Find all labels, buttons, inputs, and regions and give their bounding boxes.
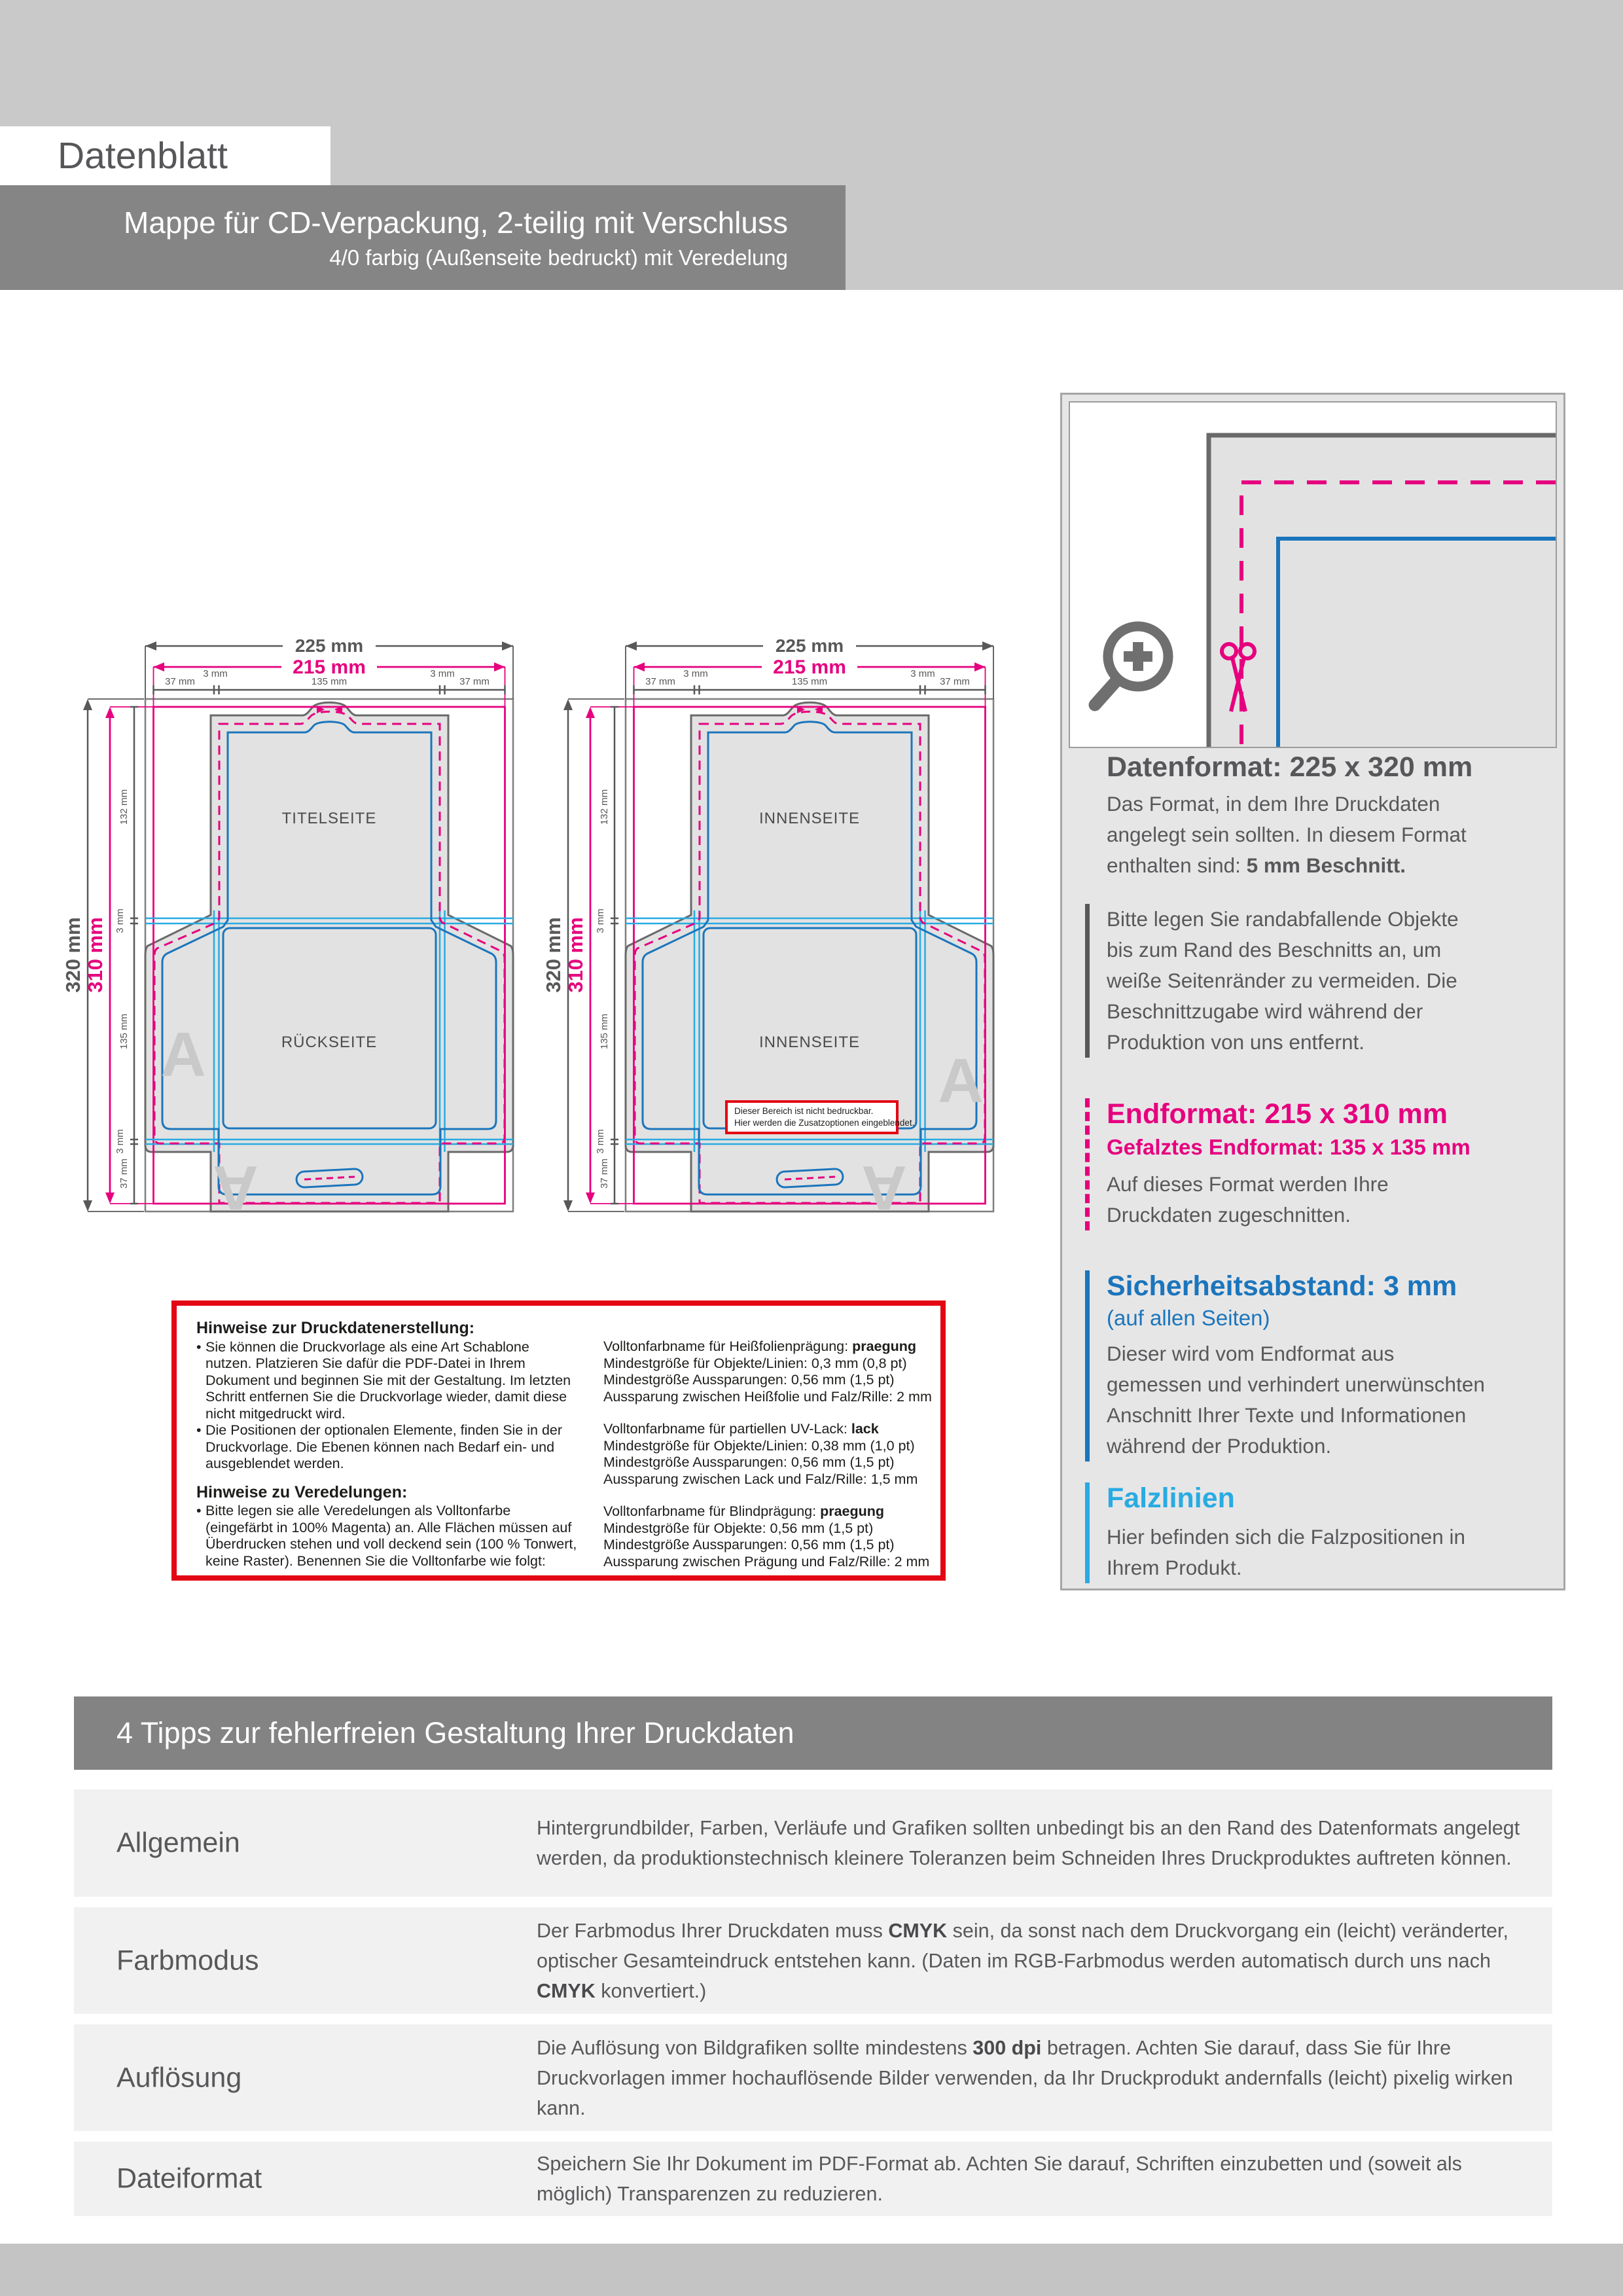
dim-310: 310 mm [84,917,107,993]
dim-225: 225 mm [294,636,364,656]
svg-text:3 mm: 3 mm [203,668,228,679]
svg-text:37 mm: 37 mm [118,1158,130,1189]
svg-text:3 mm: 3 mm [115,908,126,933]
rueckseite-label: RÜCKSEITE [281,1033,378,1051]
hint-bullet: • Sie können die Druckvorlage als eine Art Schablone nutzen. Platzieren Sie dafür die PDF-Datei in Ihrem Dokument und beginnen Sie mit der Gestaltung. Im letzten Schritt entfernen Sie die Druckvorlage wieder, damit diese nicht mitgedruckt wird. [196,1338,571,1422]
endformat-heading: Endformat: 215 x 310 mm [1107,1098,1448,1130]
tips-banner: 4 Tipps zur fehlerfreien Gestaltung Ihrer Druckdaten [74,1696,1552,1770]
svg-text:3 mm: 3 mm [430,668,455,679]
watermark-a: A [160,1020,206,1090]
hints-left-column [196,1320,579,1570]
product-banner [0,185,846,290]
spot-color-block: Volltonfarbname für partiellen UV-Lack: lack Mindestgröße für Objekte/Linien: 0,38 mm (1,0 pt) Mindestgröße Aussparungen: 0,56 mm (1,5 pt) Aussparung zwischen Lack und Falz/Rille: 1,5 mm [603,1421,918,1487]
svg-text:320 mm: 320 mm [542,917,565,993]
safety-section [1085,1270,1525,1462]
svg-text:310 mm: 310 mm [564,917,587,993]
svg-text:37 mm: 37 mm [459,676,490,687]
svg-text:3 mm: 3 mm [910,668,935,679]
safety-subheading: (auf allen Seiten) [1107,1306,1270,1331]
dim-215: 215 mm [293,656,366,678]
product-title: Mappe für CD-Verpackung, 2-teilig mit Verschluss [124,206,788,240]
titelseite-label: TITELSEITE [281,810,377,827]
svg-text:215 mm: 215 mm [773,656,846,678]
product-subtitle: 4/0 farbig (Außenseite bedruckt) mit Veredelung [329,245,788,270]
svg-text:3 mm: 3 mm [683,668,708,679]
hints-right-column [603,1338,944,1570]
watermark-a-rotated: A [213,1153,259,1223]
svg-text:37 mm: 37 mm [599,1158,610,1189]
bleed-note: Bitte legen Sie randabfallende Objekte bis zum Rand des Beschnitts an, um weiße Seitenränder zu vermeiden. Die Beschnittzugabe wird während der Produktion von uns entfernt. [1107,907,1459,1054]
hints-title-1: Hinweise zur Druckdatenerstellung: [196,1319,475,1337]
diagram-outside [62,636,513,1223]
gefalztes-endformat: Gefalztes Endformat: 135 x 135 mm [1107,1135,1471,1160]
spot-color-block: Volltonfarbname für Blindprägung: praegung Mindestgröße für Objekte: 0,56 mm (1,5 pt) Mindestgröße Aussparungen: 0,56 mm (1,5 pt) Aussparung zwischen Prägung und Falz/Rille: 2 mm [603,1503,930,1570]
watermark-a: A [938,1046,984,1116]
tip-row-aufloesung: Auflösung Die Auflösung von Bildgrafiken sollte mindestens 300 dpi betragen. Achten Sie darauf, dass Sie für Ihre Druckvorlagen immer hochauflösende Bilder verwenden, da Ihr Druckprodukt andernfalls (leicht) pixelig wirken kann. [74,2024,1552,2131]
dieline-diagrams [0,589,1021,1293]
format-info-panel [1060,393,1565,1590]
svg-text:3 mm: 3 mm [595,908,606,933]
watermark-a-rotated: A [861,1153,907,1223]
svg-text:Hier werden die Zusatzoptionen: Hier werden die Zusatzoptionen eingeblendet. [734,1118,915,1128]
innenseite-center-label: INNENSEITE [758,1033,861,1051]
svg-text:135 mm: 135 mm [311,676,348,687]
svg-text:37 mm: 37 mm [645,676,675,687]
safety-heading: Sicherheitsabstand: 3 mm [1107,1270,1457,1302]
svg-text:37 mm: 37 mm [165,676,195,687]
svg-text:Dieser Bereich ist nicht bedru: Dieser Bereich ist nicht bedruckbar. [734,1106,874,1116]
tip-row-allgemein: Allgemein Hintergrundbilder, Farben, Verläufe und Grafiken sollten unbedingt bis an den Rand des Datenformats angelegt werden, da produktionstechnisch kleinere Toleranzen beim Schneiden Ihres Druckproduktes auftreten können. [74,1789,1552,1897]
magnifier-plus-icon [1095,626,1168,705]
foldlines-section [1085,1482,1525,1583]
svg-text:135 mm: 135 mm [791,676,828,687]
print-data-hints-box [171,1300,946,1581]
doc-type-label: Datenblatt [58,135,228,177]
dim-320: 320 mm [62,917,84,993]
safety-body: Dieser wird vom Endformat aus gemessen und verhindert unerwünschten Anschnitt Ihrer Texte und Informationen während der Produktion. [1107,1342,1485,1458]
endformat-body: Auf dieses Format werden Ihre Druckdaten zugeschnitten. [1107,1172,1389,1227]
datenformat-body: Das Format, in dem Ihre Druckdaten angelegt sein sollten. In diesem Format enthalten sind: 5 mm Beschnitt. [1107,792,1467,877]
endformat-section [1085,1098,1525,1230]
hint-bullet: • Bitte legen sie alle Veredelungen als Volltonfarbe (eingefärbt in 100% Magenta) an. Alle Flächen müssen auf Überdrucken stehen und voll deckend sein (100 % Tonwert, keine Raster). Benennen Sie die Volltonfarbe wie folgt: [196,1503,577,1569]
svg-text:3 mm: 3 mm [115,1129,126,1154]
svg-text:132 mm: 132 mm [599,789,610,825]
svg-text:135 mm: 135 mm [599,1013,610,1050]
foldlines-heading: Falzlinien [1107,1482,1235,1514]
tip-row-farbmodus: Farbmodus Der Farbmodus Ihrer Druckdaten muss CMYK sein, da sonst nach dem Druckvorgang ein (leicht) veränderter, optischer Gesamteindruck entstehen kann. (Daten im RGB-Farbmodus werden automatisch durch uns nach CMYK konvertiert.) [74,1907,1552,2014]
datenformat-heading: Datenformat: 225 x 320 mm [1107,751,1473,783]
innenseite-top-label: INNENSEITE [758,810,861,827]
diagram-inside [542,636,993,1223]
doc-type-box [0,126,330,185]
corner-detail-box [1069,401,1557,748]
svg-text:135 mm: 135 mm [118,1013,130,1050]
svg-text:132 mm: 132 mm [118,789,130,825]
footer-band [0,2244,1623,2296]
non-printable-note [726,1102,914,1133]
svg-text:37 mm: 37 mm [940,676,970,687]
tip-row-dateiformat: Dateiformat Speichern Sie Ihr Dokument im PDF-Format ab. Achten Sie darauf, Schriften einzubetten und (soweit als möglich) Transparenzen zu reduzieren. [74,2142,1552,2216]
foldlines-body: Hier befinden sich die Falzpositionen in Ihrem Produkt. [1107,1525,1466,1580]
hints-title-2: Hinweise zu Veredelungen: [196,1482,408,1501]
hint-bullet: • Die Positionen der optionalen Elemente, finden Sie in der Druckvorlage. Die Ebenen können nach Bedarf ein- und ausgeblendet werden. [196,1422,563,1471]
svg-text:225 mm: 225 mm [775,636,844,656]
svg-text:3 mm: 3 mm [595,1129,606,1154]
spot-color-block: Volltonfarbname für Heißfolienprägung: praegung Mindestgröße für Objekte/Linien: 0,3 mm (0,8 pt) Mindestgröße Aussparungen: 0,56 mm (1,5 pt) Aussparung zwischen Heißfolie und Falz/Rille: 2 mm [603,1338,932,1405]
datenformat-section [1085,751,1525,783]
